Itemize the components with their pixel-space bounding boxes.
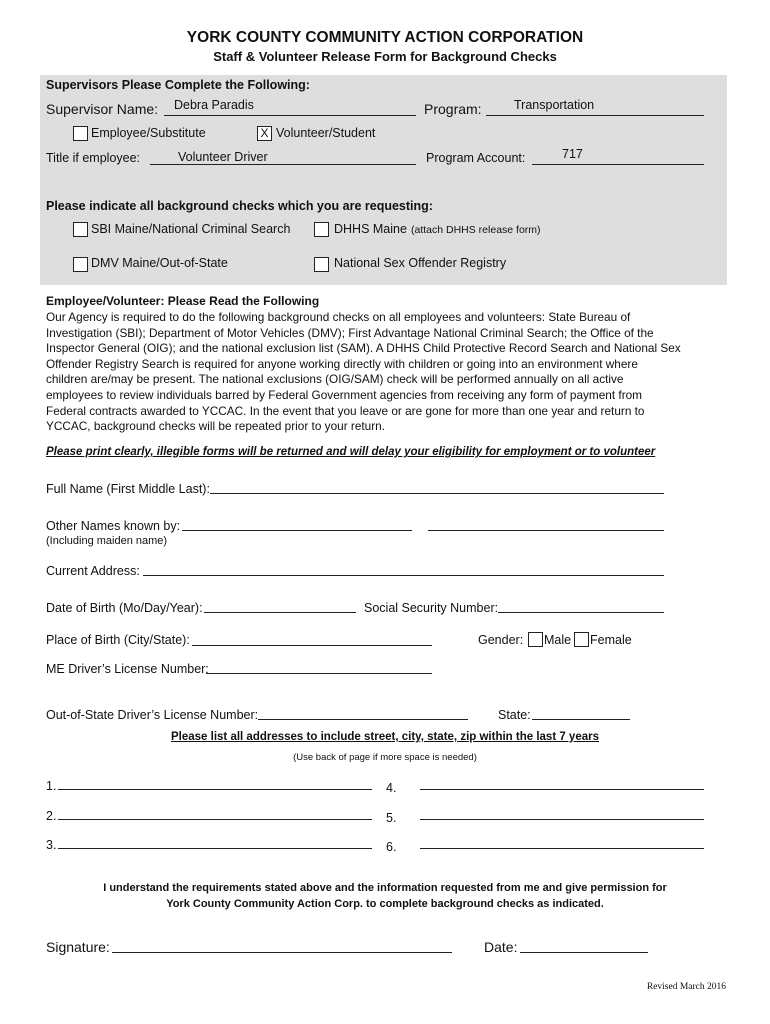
address-input-5[interactable]: [420, 819, 704, 820]
sbi-checkbox[interactable]: [73, 222, 88, 237]
address-number: 3.: [46, 838, 57, 852]
addresses-heading: Please list all addresses to include street, city, state, zip within the last 7 years: [170, 731, 599, 743]
signature-input[interactable]: [112, 952, 452, 953]
supervisor-heading: Supervisors Please Complete the Following:: [46, 78, 310, 92]
notice-heading: Employee/Volunteer: Please Read the Following: [46, 294, 320, 308]
address-input-2[interactable]: [58, 819, 372, 820]
address-input-4[interactable]: [420, 789, 704, 790]
other-names-label: Other Names known by:: [46, 519, 181, 533]
program-label: Program:: [424, 101, 482, 117]
dmv-label: DMV Maine/Out-of-State: [91, 256, 228, 270]
title-field[interactable]: Volunteer Driver: [178, 150, 268, 164]
other-names-input-2[interactable]: [428, 530, 664, 531]
address-number: 5.: [386, 811, 397, 825]
volunteer-checkbox[interactable]: X: [257, 126, 272, 141]
sex-offender-checkbox[interactable]: [314, 257, 329, 272]
employee-option-label: Employee/Substitute: [91, 126, 206, 140]
address-number: 1.: [46, 779, 57, 793]
dob-input[interactable]: [204, 612, 356, 613]
full-name-label: Full Name (First Middle Last):: [46, 482, 210, 496]
state-input[interactable]: [532, 719, 630, 720]
form-subtitle: Staff & Volunteer Release Form for Background Checks: [213, 49, 557, 64]
sex-offender-label: National Sex Offender Registry: [334, 256, 507, 270]
male-checkbox[interactable]: [528, 632, 543, 647]
notice-line: children are/may be present. The national exclusions (OIG/SAM) check will be performed annually on all active: [46, 372, 624, 387]
supervisor-name-label: Supervisor Name:: [46, 101, 159, 117]
dmv-checkbox[interactable]: [73, 257, 88, 272]
address-number: 6.: [386, 840, 397, 854]
supervisor-name-line: [164, 115, 416, 116]
notice-body: [46, 310, 726, 435]
dhhs-note: (attach DHHS release form): [411, 224, 541, 236]
notice-line: Inspector General (OIG); and the national exclusion list (SAM). A DHHS Child Protective Record Search and National Sex: [46, 341, 681, 356]
dhhs-label: DHHS Maine: [334, 222, 407, 236]
ssn-input[interactable]: [498, 612, 664, 613]
me-license-label: ME Driver’s License Number:: [46, 662, 209, 676]
volunteer-option-label: Volunteer/Student: [276, 126, 376, 140]
notice-line: Our Agency is required to do the following background checks on all employees and volunteers: State Bureau of: [46, 310, 631, 324]
other-names-input-1[interactable]: [182, 530, 412, 531]
female-checkbox[interactable]: [574, 632, 589, 647]
full-name-input[interactable]: [210, 493, 664, 494]
notice-line: Investigation (SBI); Department of Motor Vehicles (DMV); First Advantage National Criminal Search; the Office of the: [46, 325, 654, 340]
ssn-label: Social Security Number:: [364, 601, 499, 615]
pob-label: Place of Birth (City/State):: [46, 633, 190, 647]
address-input-3[interactable]: [58, 848, 372, 849]
state-label: State:: [498, 708, 531, 722]
addresses-note: (Use back of page if more space is needed): [293, 752, 477, 763]
address-input-6[interactable]: [420, 848, 704, 849]
notice-line: Offender Registry Search is required for anyone working directly with children or going into an environment where: [46, 356, 638, 371]
pob-input[interactable]: [192, 645, 432, 646]
notice-line: employees to review individuals barred by Federal Government agencies from receiving any form of payment from: [46, 387, 643, 402]
consent-line: York County Community Action Corp. to complete background checks as indicated.: [166, 898, 604, 910]
address-number: 2.: [46, 809, 57, 823]
female-label: Female: [590, 633, 632, 647]
gender-label: Gender:: [478, 633, 524, 647]
signature-label: Signature:: [46, 939, 110, 955]
date-input[interactable]: [520, 952, 648, 953]
print-clearly-warning: Please print clearly, illegible forms will be returned and will delay your eligibility for employment or to volunteer: [46, 446, 656, 458]
male-label: Male: [544, 633, 572, 647]
dob-label: Date of Birth (Mo/Day/Year):: [46, 601, 203, 615]
current-address-input[interactable]: [143, 575, 664, 576]
program-account-label: Program Account:: [426, 151, 526, 165]
program-account-line: [532, 164, 704, 165]
me-license-input[interactable]: [206, 673, 432, 674]
program-field[interactable]: Transportation: [514, 98, 595, 112]
dhhs-checkbox[interactable]: [314, 222, 329, 237]
employee-checkbox[interactable]: [73, 126, 88, 141]
oos-license-label: Out-of-State Driver’s License Number:: [46, 708, 259, 722]
notice-line: Federal contracts awarded to YCCAC. In the event that you leave or are gone for more than one year and return to: [46, 403, 645, 418]
consent-statement: [0, 880, 770, 912]
current-address-label: Current Address:: [46, 564, 140, 578]
notice-line: YCCAC, background checks will be repeated prior to your return.: [46, 419, 385, 434]
address-input-1[interactable]: [58, 789, 372, 790]
maiden-name-note: (Including maiden name): [46, 535, 168, 547]
sbi-label: SBI Maine/National Criminal Search: [91, 222, 291, 236]
program-line: [486, 115, 704, 116]
form-title: YORK COUNTY COMMUNITY ACTION CORPORATION: [186, 29, 584, 46]
address-number: 4.: [386, 781, 397, 795]
supervisor-name-field[interactable]: Debra Paradis: [174, 98, 254, 112]
oos-license-input[interactable]: [258, 719, 468, 720]
program-account-field[interactable]: 717: [562, 147, 583, 161]
title-line: [150, 164, 416, 165]
consent-line: I understand the requirements stated above and the information requested from me and give permission for: [103, 882, 667, 894]
checks-heading: Please indicate all background checks which you are requesting:: [46, 199, 433, 213]
date-label: Date:: [484, 939, 518, 955]
title-label: Title if employee:: [46, 151, 141, 165]
revised-date: Revised March 2016: [646, 982, 726, 992]
